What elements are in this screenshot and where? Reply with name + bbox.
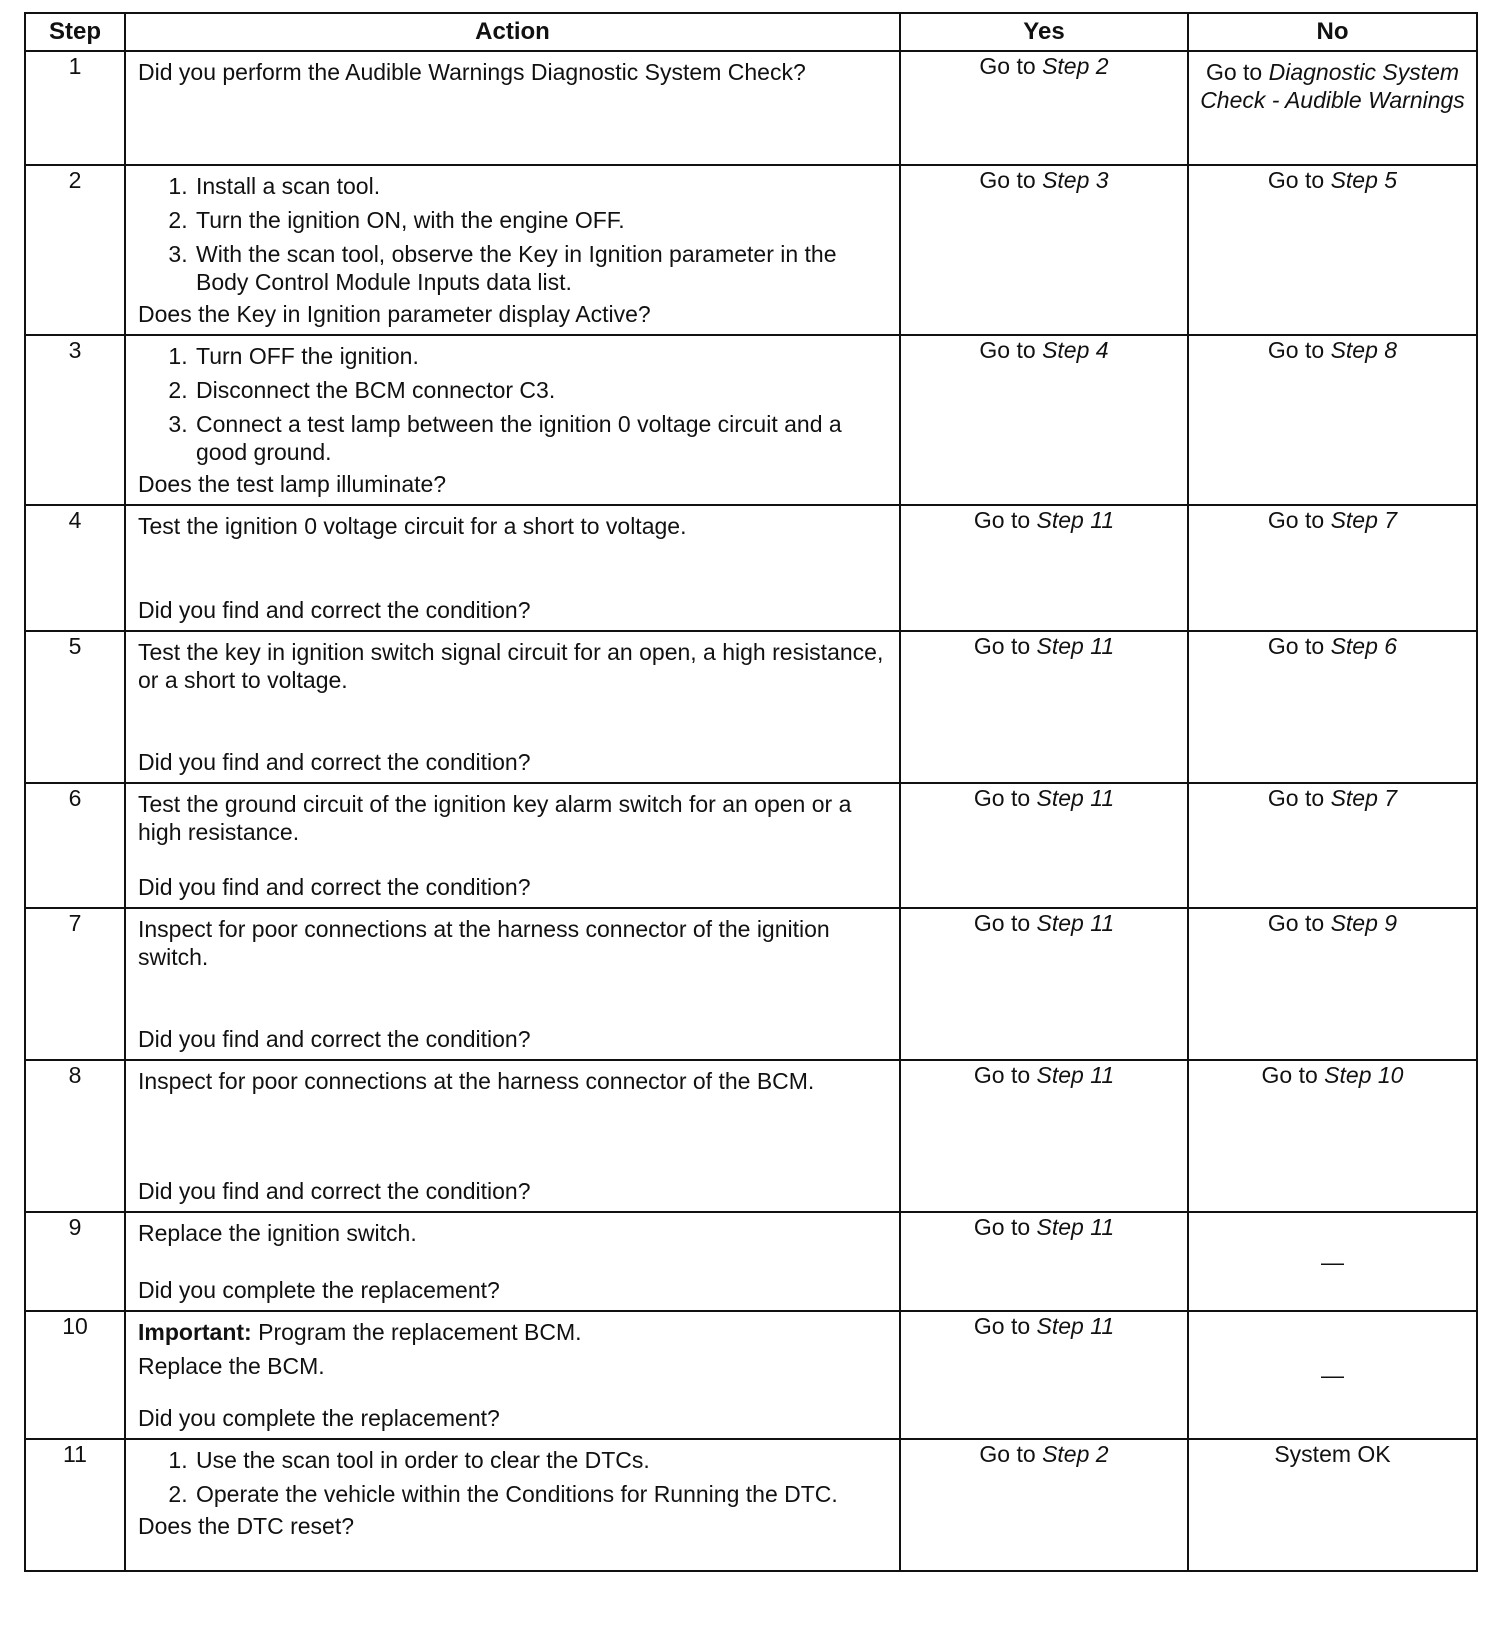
no-cell: [1188, 165, 1477, 335]
goto-label: Go to: [1205, 59, 1263, 85]
action-cell: [125, 1212, 900, 1311]
list-item: 1. Turn OFF the ignition.: [194, 342, 887, 370]
step-reference: Step 11: [1036, 910, 1115, 936]
table-row: [25, 908, 1477, 1060]
no-cell: [1188, 505, 1477, 631]
action-cell: [125, 1311, 900, 1439]
step-reference: Step 11: [1036, 785, 1115, 811]
action-cell: [125, 505, 900, 631]
yes-cell: [900, 1060, 1188, 1212]
action-cell: [125, 1439, 900, 1571]
yes-cell: [900, 1212, 1188, 1311]
action-question: Did you complete the replacement?: [138, 1277, 500, 1303]
header-action: Action: [125, 13, 900, 51]
step-reference: Step 7: [1330, 507, 1398, 533]
action-cell: [125, 335, 900, 505]
action-question: Did you perform the Audible Warnings Diagnostic System Check?: [138, 59, 806, 85]
action-question: Did you find and correct the condition?: [138, 874, 531, 900]
goto-label: Go to: [979, 337, 1036, 363]
step-reference: Step 11: [1036, 1062, 1115, 1088]
goto-label: Go to: [973, 1313, 1031, 1339]
step-number: 11: [25, 1439, 125, 1571]
yes-cell: [900, 51, 1188, 165]
table-row: [25, 1212, 1477, 1311]
header-yes: Yes: [900, 13, 1188, 51]
action-question: Does the Key in Ignition parameter display Active?: [138, 301, 651, 327]
no-cell: [1188, 51, 1477, 165]
action-question: Did you find and correct the condition?: [138, 749, 531, 775]
goto-label: Go to: [979, 1441, 1036, 1467]
important-text: Program the replacement BCM.: [258, 1319, 582, 1345]
diagnostic-table: [24, 12, 1478, 1572]
no-cell: [1188, 335, 1477, 505]
table-row: [25, 1439, 1477, 1571]
action-question: Does the test lamp illuminate?: [138, 471, 447, 497]
goto-label: Go to: [973, 910, 1031, 936]
step-reference: Step 2: [1042, 53, 1109, 79]
goto-label: Go to: [979, 53, 1036, 79]
important-label: Important:: [138, 1319, 252, 1345]
action-steps-list: [138, 342, 887, 466]
action-cell: [125, 1060, 900, 1212]
table-row: [25, 505, 1477, 631]
goto-label: Go to: [1267, 633, 1325, 659]
goto-label: Go to: [973, 507, 1031, 533]
action-text: Replace the ignition switch.: [138, 1220, 417, 1246]
no-cell: [1188, 1439, 1477, 1571]
step-reference: Step 11: [1036, 633, 1115, 659]
yes-cell: [900, 908, 1188, 1060]
action-cell: [125, 51, 900, 165]
action-cell: [125, 631, 900, 783]
system-ok-text: System OK: [1274, 1441, 1391, 1467]
no-cell: [1188, 908, 1477, 1060]
action-text: Inspect for poor connections at the harness connector of the ignition switch.: [138, 916, 830, 970]
goto-label: Go to: [973, 633, 1031, 659]
step-reference: Step 10: [1324, 1062, 1404, 1088]
step-reference: Step 11: [1036, 507, 1115, 533]
action-cell: [125, 165, 900, 335]
no-cell: [1188, 783, 1477, 908]
table-row: [25, 1311, 1477, 1439]
no-cell: [1188, 1060, 1477, 1212]
step-number: 5: [25, 631, 125, 783]
yes-cell: [900, 783, 1188, 908]
goto-label: Go to: [1267, 507, 1325, 533]
list-item: 2. Turn the ignition ON, with the engine OFF.: [194, 206, 887, 234]
action-text: Test the ground circuit of the ignition key alarm switch for an open or a high resistance.: [138, 791, 852, 845]
action-cell: [125, 783, 900, 908]
step-number: 6: [25, 783, 125, 908]
table-row: [25, 783, 1477, 908]
step-number: 10: [25, 1311, 125, 1439]
important-note: [138, 1318, 887, 1346]
step-reference: Diagnostic System Check - Audible Warnings: [1200, 59, 1465, 113]
action-steps-list: [138, 1446, 887, 1508]
goto-label: Go to: [973, 1214, 1031, 1240]
yes-cell: [900, 1311, 1188, 1439]
table-row: [25, 51, 1477, 165]
yes-cell: [900, 335, 1188, 505]
step-number: 7: [25, 908, 125, 1060]
not-applicable-dash: —: [1321, 1248, 1344, 1275]
step-number: 2: [25, 165, 125, 335]
goto-label: Go to: [1267, 785, 1325, 811]
table-row: [25, 335, 1477, 505]
not-applicable-dash: —: [1321, 1362, 1344, 1388]
step-reference: Step 11: [1036, 1313, 1115, 1339]
goto-label: Go to: [973, 785, 1031, 811]
yes-cell: [900, 1439, 1188, 1571]
goto-label: Go to: [1261, 1062, 1318, 1088]
step-reference: Step 9: [1330, 910, 1398, 936]
goto-label: Go to: [1267, 337, 1325, 363]
action-cell: [125, 908, 900, 1060]
action-question: Did you find and correct the condition?: [138, 597, 531, 623]
no-cell: [1188, 1212, 1477, 1311]
step-reference: Step 8: [1330, 337, 1398, 363]
action-question: Does the DTC reset?: [138, 1513, 355, 1539]
yes-cell: [900, 505, 1188, 631]
no-cell: [1188, 631, 1477, 783]
action-text: Inspect for poor connections at the harness connector of the BCM.: [138, 1068, 815, 1094]
list-item: 2. Operate the vehicle within the Conditions for Running the DTC.: [194, 1480, 887, 1508]
action-steps-list: [138, 172, 887, 296]
step-reference: Step 4: [1042, 337, 1109, 363]
list-item: 1. Install a scan tool.: [194, 172, 887, 200]
goto-label: Go to: [1267, 910, 1325, 936]
table-row: [25, 1060, 1477, 1212]
table-row: [25, 631, 1477, 783]
yes-cell: [900, 631, 1188, 783]
action-text: Test the ignition 0 voltage circuit for a short to voltage.: [138, 513, 687, 539]
action-text: Replace the BCM.: [138, 1353, 325, 1379]
step-number: 3: [25, 335, 125, 505]
yes-cell: [900, 165, 1188, 335]
step-reference: Step 2: [1042, 1441, 1109, 1467]
step-reference: Step 11: [1036, 1214, 1115, 1240]
goto-label: Go to: [973, 1062, 1031, 1088]
action-text: Test the key in ignition switch signal circuit for an open, a high resistance, or a short to voltage.: [138, 639, 884, 693]
step-number: 4: [25, 505, 125, 631]
goto-label: Go to: [979, 167, 1036, 193]
step-number: 9: [25, 1212, 125, 1311]
step-reference: Step 6: [1330, 633, 1398, 659]
step-reference: Step 7: [1330, 785, 1398, 811]
list-item: 2. Disconnect the BCM connector C3.: [194, 376, 887, 404]
list-item: 3. With the scan tool, observe the Key in Ignition parameter in the Body Control Module Inputs data list.: [194, 240, 887, 296]
step-number: 8: [25, 1060, 125, 1212]
no-cell: [1188, 1311, 1477, 1439]
step-number: 1: [25, 51, 125, 165]
list-item: 1. Use the scan tool in order to clear the DTCs.: [194, 1446, 887, 1474]
table-row: [25, 165, 1477, 335]
header-no: No: [1188, 13, 1477, 51]
step-reference: Step 5: [1330, 167, 1398, 193]
list-item: 3. Connect a test lamp between the ignition 0 voltage circuit and a good ground.: [194, 410, 887, 466]
action-question: Did you find and correct the condition?: [138, 1178, 531, 1204]
goto-label: Go to: [1267, 167, 1325, 193]
table-header-row: [25, 13, 1477, 51]
action-question: Did you find and correct the condition?: [138, 1026, 531, 1052]
header-step: Step: [25, 13, 125, 51]
step-reference: Step 3: [1042, 167, 1109, 193]
action-question: Did you complete the replacement?: [138, 1405, 500, 1431]
